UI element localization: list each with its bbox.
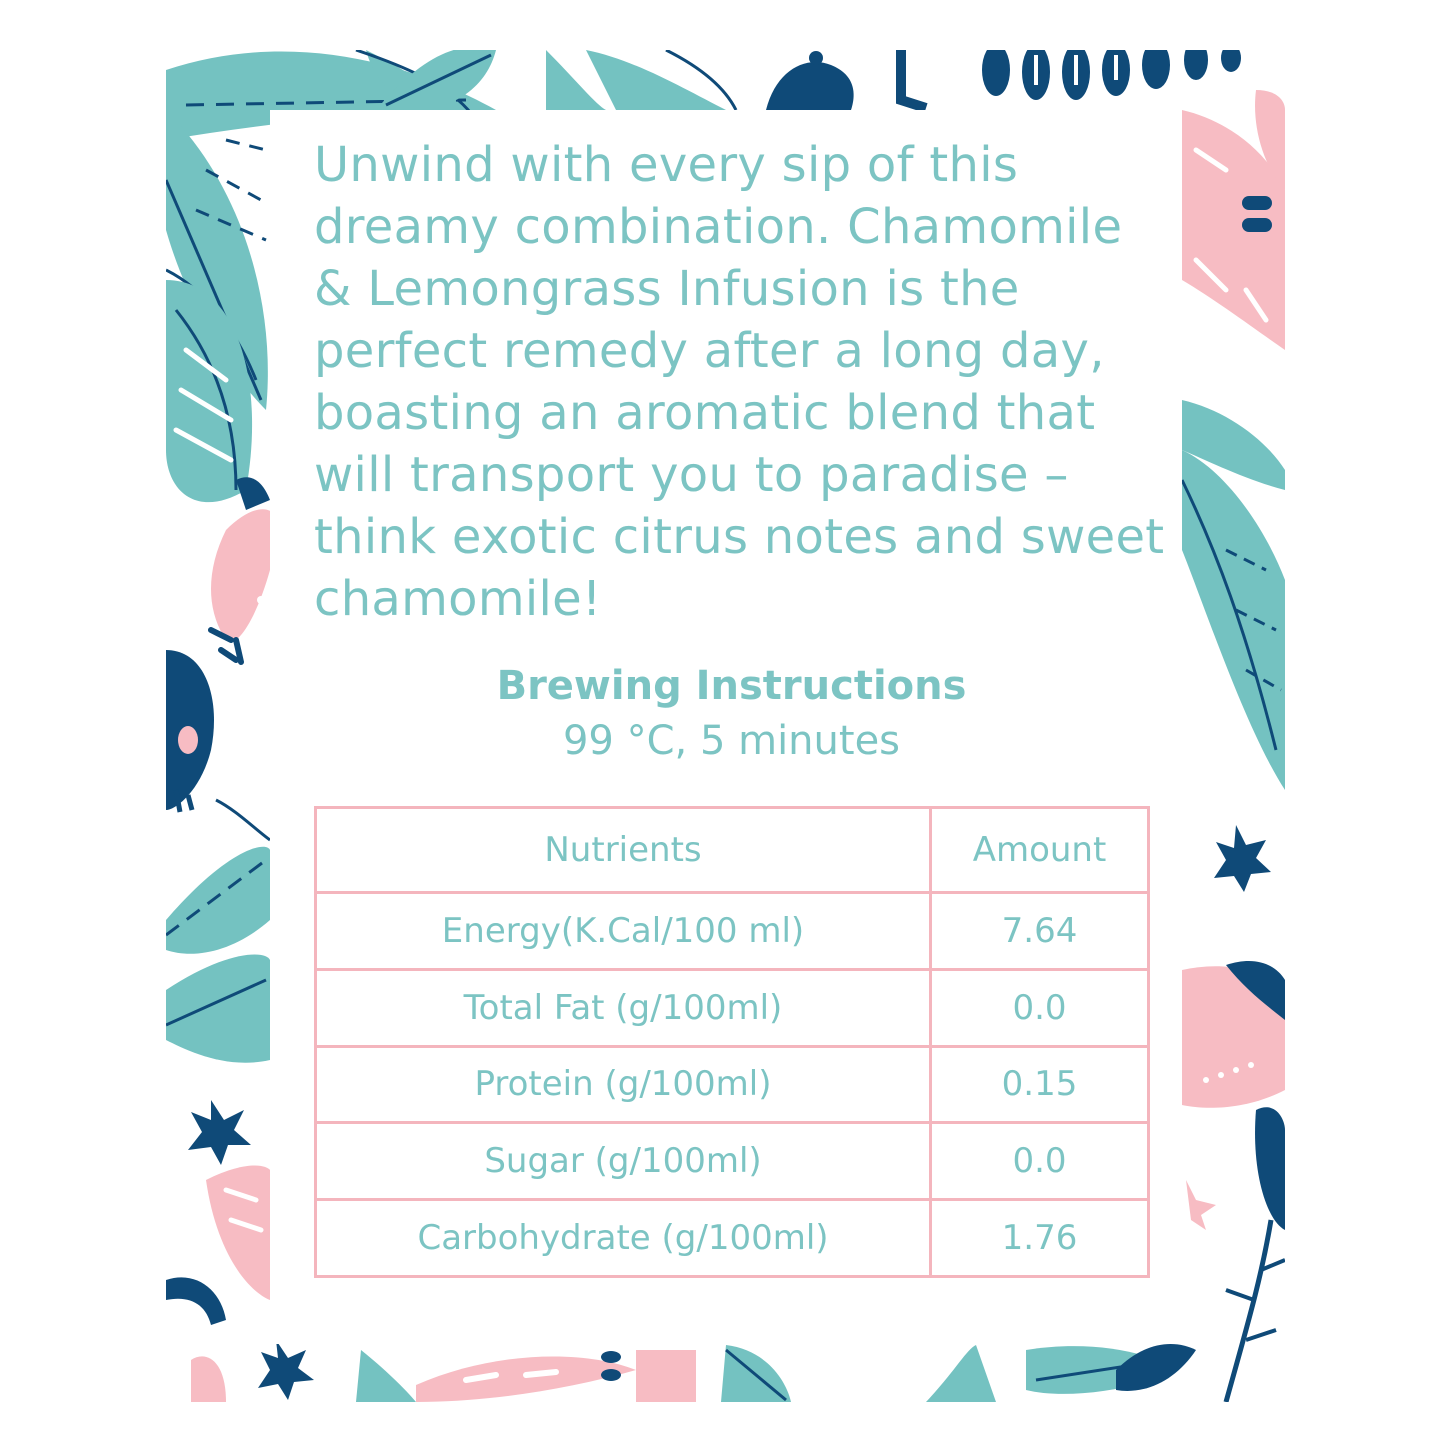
nutrient-amount: 0.0 [931, 1123, 1149, 1200]
nutrient-name: Energy(K.Cal/100 ml) [316, 893, 931, 970]
bottom-leaf-cluster [356, 1345, 1176, 1402]
product-description: Unwind with every sip of this dreamy combination. Chamomile & Lemongrass Infusion is the perfect remedy after a long day, boasting an aromatic blend that will transport you to paradise – think exotic citrus notes and sweet chamomile! [314, 137, 1165, 627]
table-row [316, 893, 1149, 970]
left-navy-star-flower [188, 1100, 251, 1165]
brewing-instructions-title: Brewing Instructions [496, 663, 967, 709]
nutrient-amount: 1.76 [931, 1200, 1149, 1277]
nutrient-name: Total Fat (g/100ml) [316, 969, 931, 1046]
left-pink-petal [206, 1166, 270, 1300]
table-row [316, 1046, 1149, 1123]
right-teal-leaves [1182, 400, 1285, 790]
top-leaf-cluster-2 [376, 50, 736, 112]
header-amount: Amount [931, 808, 1149, 893]
table-row [316, 969, 1149, 1046]
header-nutrients: Nutrients [316, 808, 931, 893]
right-pink-flower [1182, 90, 1285, 350]
table-row [316, 1200, 1149, 1277]
table-header-row [316, 808, 1149, 893]
top-navy-flower [766, 50, 926, 110]
left-navy-bud [166, 650, 214, 812]
top-right-navy-petals [982, 50, 1241, 100]
nutrient-amount: 7.64 [931, 893, 1149, 970]
nutrient-name: Sugar (g/100ml) [316, 1123, 931, 1200]
nutrient-amount: 0.15 [931, 1046, 1149, 1123]
table-row [316, 1123, 1149, 1200]
nutrient-name: Protein (g/100ml) [316, 1046, 931, 1123]
nutrient-name: Carbohydrate (g/100ml) [316, 1200, 931, 1277]
right-pink-bud [1182, 961, 1285, 1108]
left-lower-leaves [166, 800, 270, 1063]
nutrient-amount: 0.0 [931, 969, 1149, 1046]
brewing-instructions-detail: 99 °C, 5 minutes [562, 718, 901, 764]
nutrition-table [314, 806, 1150, 1278]
right-navy-star-flower [1214, 825, 1271, 892]
